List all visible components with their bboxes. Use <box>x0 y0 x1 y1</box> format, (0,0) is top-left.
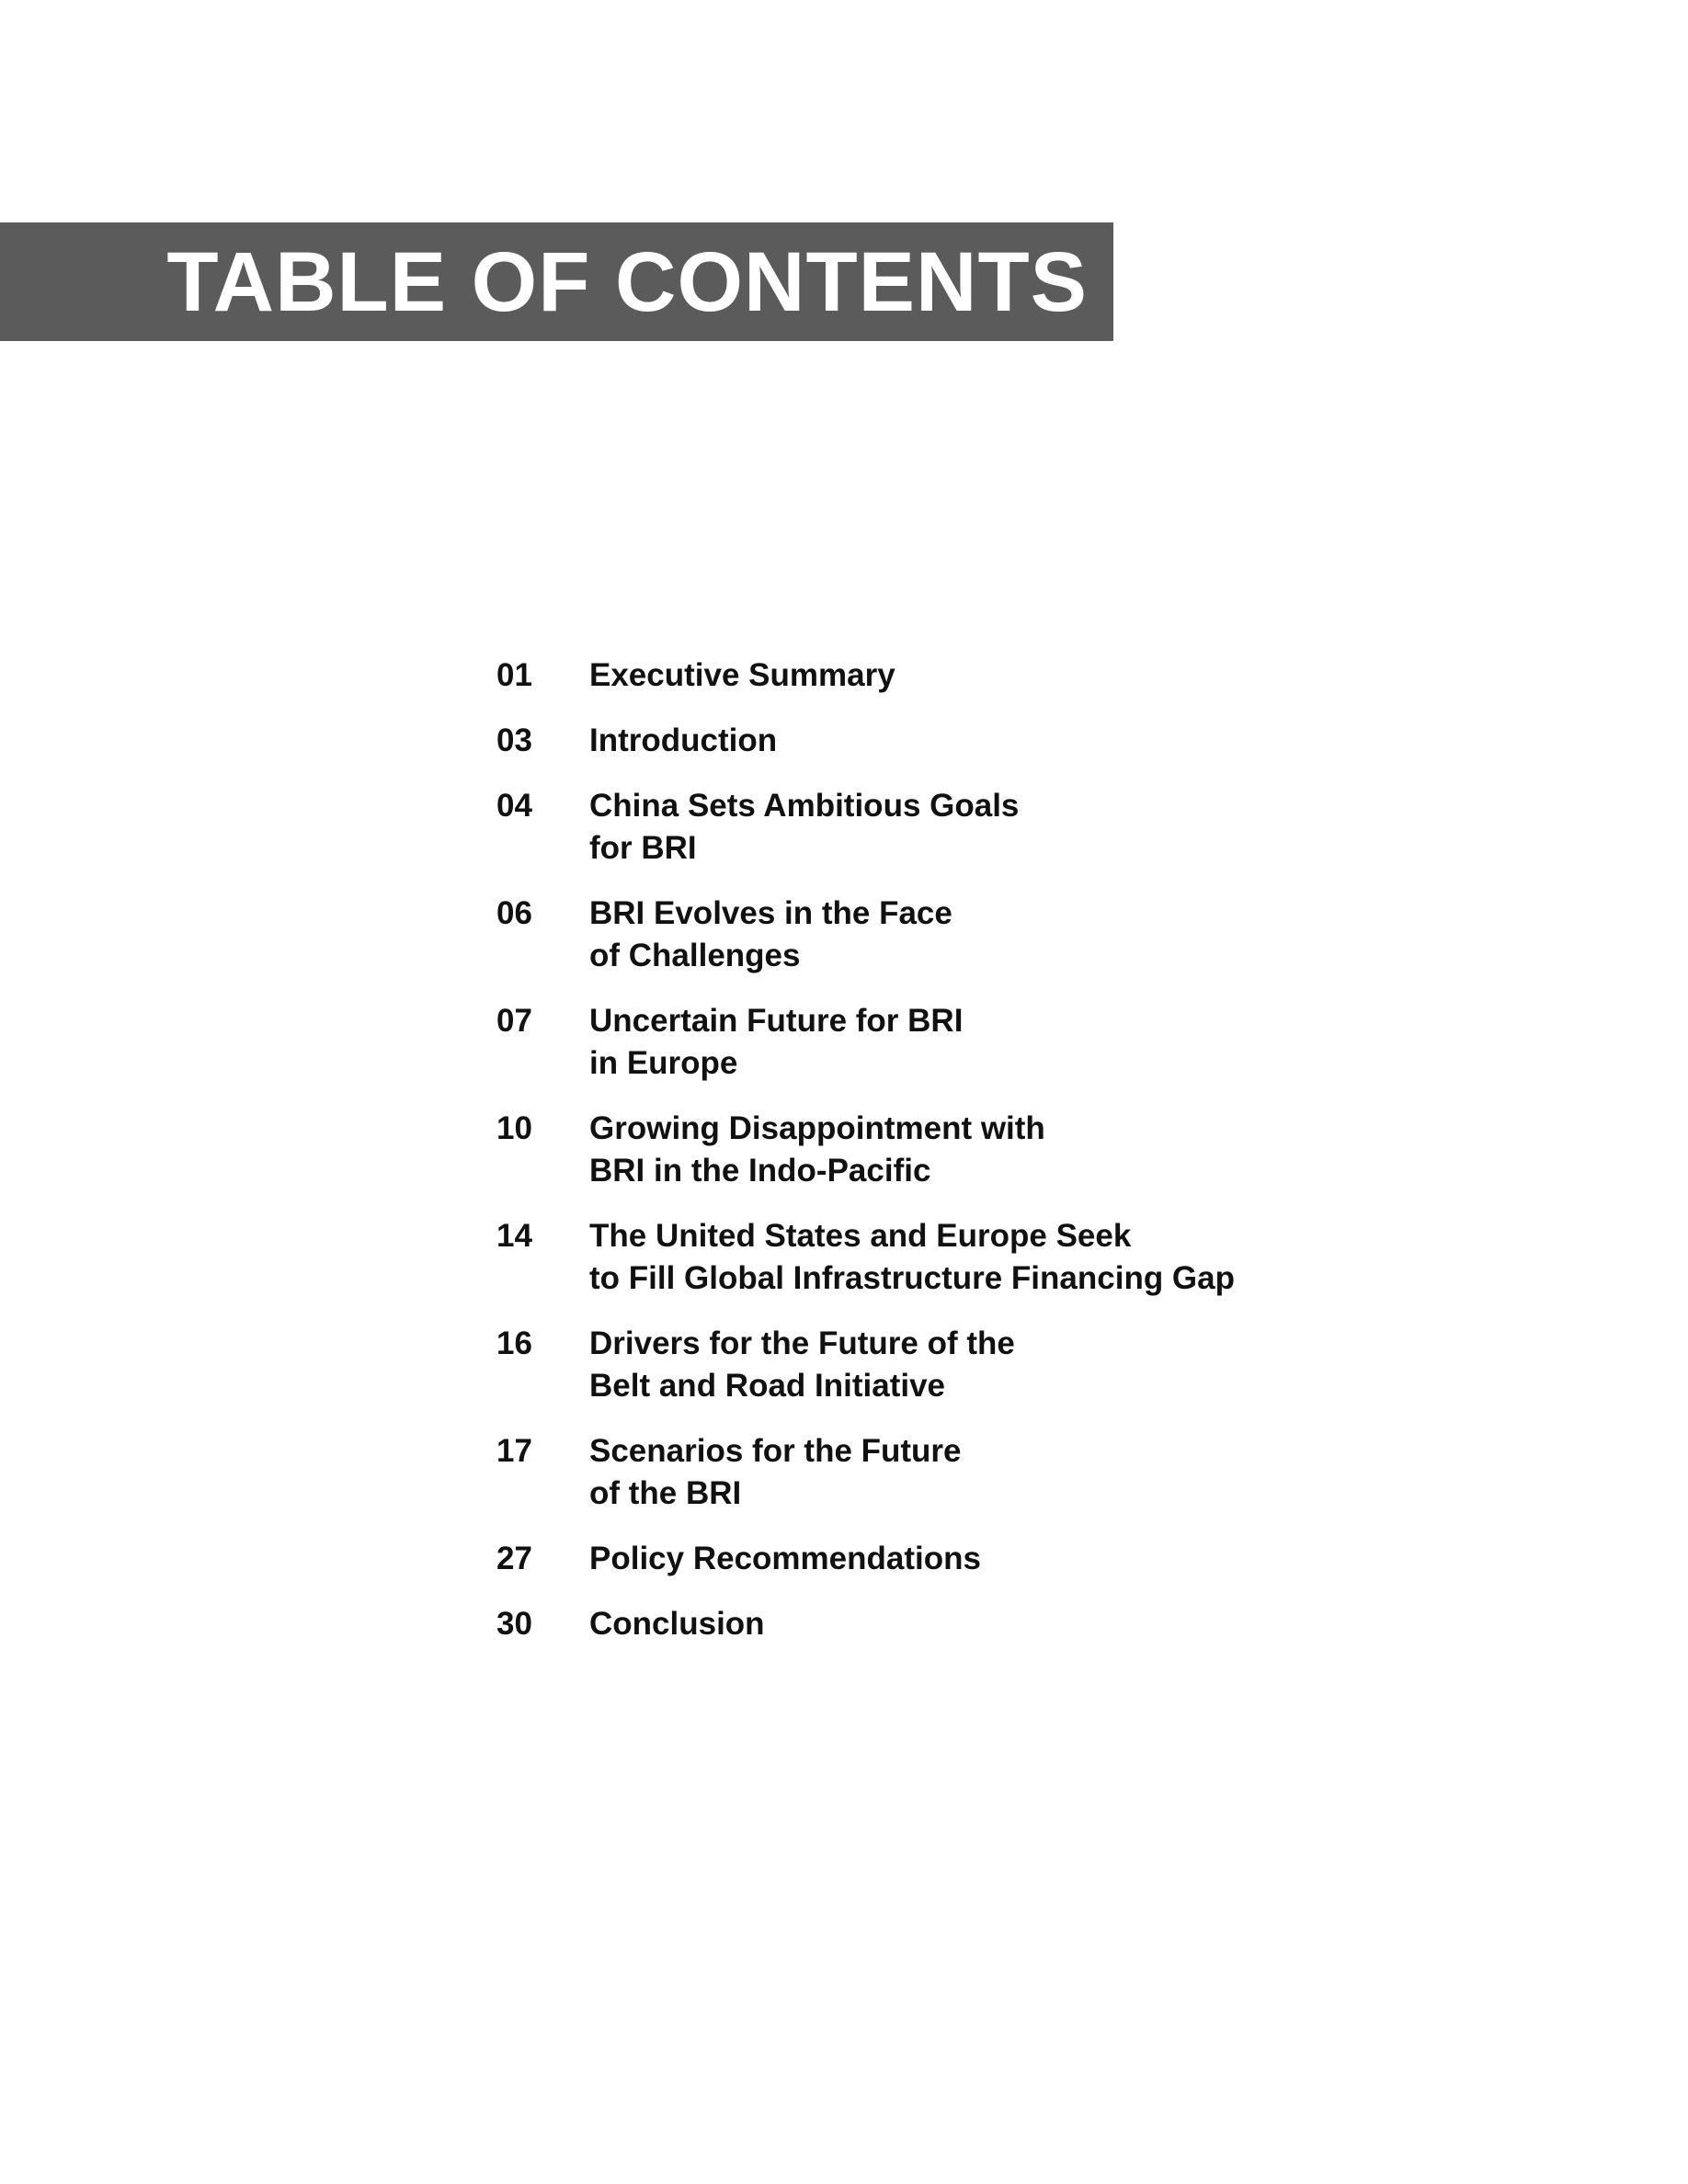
toc-page-number: 17 <box>496 1433 532 1469</box>
toc-entry-title <box>589 1323 1416 1407</box>
toc-entry[interactable] <box>496 785 1416 870</box>
table-of-contents <box>496 654 1416 1668</box>
toc-title-line: Policy Recommendations <box>589 1541 981 1576</box>
toc-title-line: Growing Disappointment with <box>589 1110 1045 1146</box>
toc-title-line: Scenarios for the Future <box>589 1433 962 1469</box>
toc-entry-title <box>589 1430 1416 1515</box>
page-title: TABLE OF CONTENTS <box>166 234 1088 329</box>
toc-entry-title <box>589 1108 1416 1192</box>
toc-page-number: 06 <box>496 895 532 931</box>
toc-title-line: Uncertain Future for BRI <box>589 1003 964 1039</box>
toc-entry[interactable] <box>496 893 1416 977</box>
toc-title-line: to Fill Global Infrastructure Financing Gap <box>589 1260 1235 1296</box>
toc-entry[interactable] <box>496 1323 1416 1407</box>
toc-page-number: 03 <box>496 722 532 758</box>
toc-title-line: China Sets Ambitious Goals <box>589 788 1020 824</box>
toc-entry[interactable] <box>496 1603 1416 1645</box>
toc-title-line: Introduction <box>589 722 778 758</box>
toc-page-number: 01 <box>496 657 532 693</box>
toc-entry[interactable] <box>496 1108 1416 1192</box>
toc-title-line: BRI Evolves in the Face <box>589 895 952 931</box>
toc-title-line: of the BRI <box>589 1475 742 1511</box>
toc-page-number: 10 <box>496 1110 532 1146</box>
toc-entry-title <box>589 720 1416 762</box>
toc-title-line: Belt and Road Initiative <box>589 1368 945 1404</box>
toc-entry-title <box>589 654 1416 697</box>
toc-title-line: The United States and Europe Seek <box>589 1218 1132 1254</box>
toc-title-line: for BRI <box>589 830 697 866</box>
toc-entry[interactable] <box>496 1430 1416 1515</box>
toc-entry-title <box>589 893 1416 977</box>
toc-entry[interactable] <box>496 720 1416 762</box>
toc-entry-title <box>589 1538 1416 1580</box>
toc-page-number: 16 <box>496 1325 532 1361</box>
toc-title-line: in Europe <box>589 1045 738 1081</box>
toc-title-line: Conclusion <box>589 1606 765 1642</box>
toc-page-number: 30 <box>496 1606 532 1642</box>
toc-title-line: BRI in the Indo-Pacific <box>589 1153 931 1189</box>
toc-entry[interactable] <box>496 654 1416 697</box>
toc-title-line: of Challenges <box>589 938 801 973</box>
title-banner <box>0 222 1113 341</box>
toc-entry-title <box>589 785 1416 870</box>
toc-entry[interactable] <box>496 1000 1416 1085</box>
toc-title-line: Executive Summary <box>589 657 895 693</box>
toc-page-number: 27 <box>496 1541 532 1576</box>
toc-entry-title <box>589 1000 1416 1085</box>
toc-title-line: Drivers for the Future of the <box>589 1325 1015 1361</box>
toc-page-number: 04 <box>496 788 532 824</box>
toc-entry[interactable] <box>496 1215 1416 1300</box>
toc-entry-title <box>589 1215 1416 1300</box>
toc-page-number: 07 <box>496 1003 532 1039</box>
toc-page-number: 14 <box>496 1218 532 1254</box>
toc-entry[interactable] <box>496 1538 1416 1580</box>
toc-entry-title <box>589 1603 1416 1645</box>
